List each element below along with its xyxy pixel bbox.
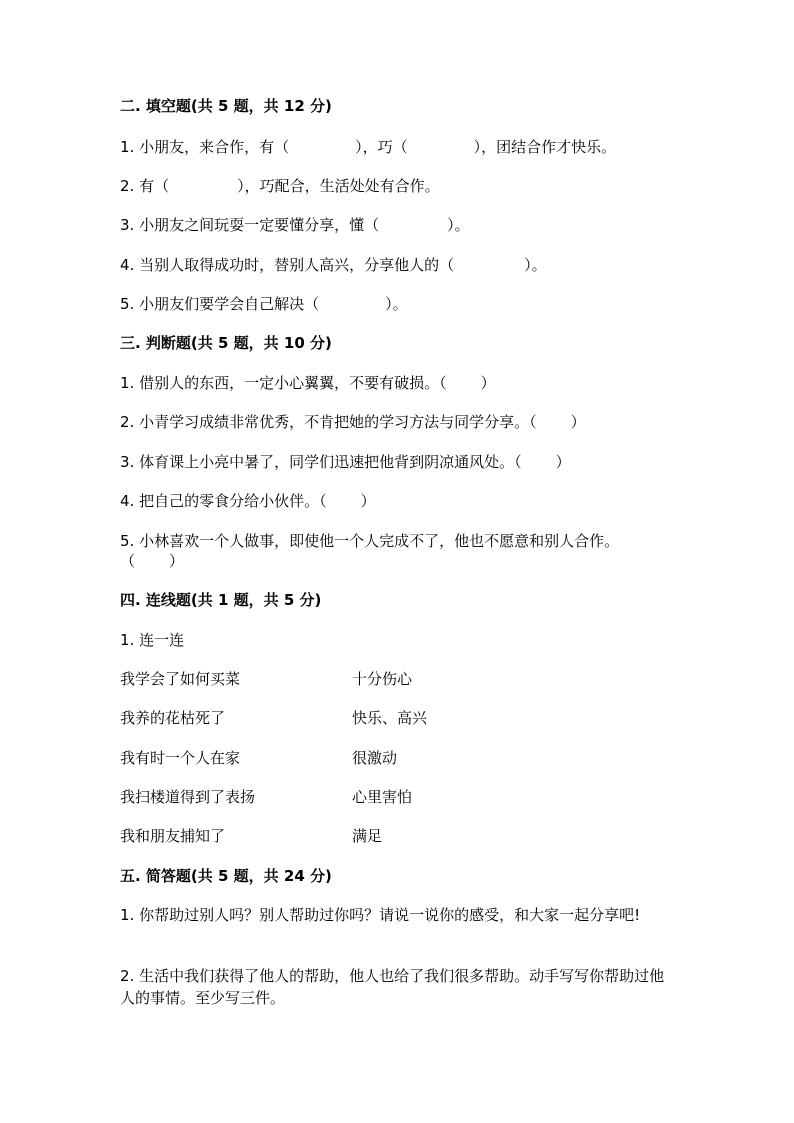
q-text: 1. 借别人的东西，一定小心翼翼，不要有破损。（	[120, 374, 447, 392]
q-text: ），团结合作才快乐。	[473, 138, 617, 156]
q-text: 5. 小林喜欢一个人做事，即使他一个人完成不了，他也不愿意和别人合作。	[120, 532, 620, 550]
q-text: （	[120, 552, 136, 570]
q-text: ），巧（	[355, 138, 408, 156]
section-heading-matching: 四. 连线题(共 1 题，共 5 分)	[120, 591, 322, 609]
matching-right-item[interactable]: 心里害怕	[352, 788, 413, 806]
q-text: 3. 体育课上小亮中暑了，同学们迅速把他背到阴凉通风处。（	[120, 453, 522, 471]
section-heading-true-false: 三. 判断题(共 5 题，共 10 分)	[120, 334, 332, 352]
q-text: ）。	[524, 256, 547, 274]
true-false-question-3	[120, 452, 571, 472]
fill-blank-question-1	[120, 137, 616, 157]
matching-prompt: 1. 连一连	[120, 631, 185, 649]
q-text: ）	[570, 413, 586, 431]
matching-left-item[interactable]: 我学会了如何买菜	[120, 670, 241, 688]
q-text: ）	[480, 374, 496, 392]
q-text: 1. 小朋友，来合作，有（	[120, 138, 290, 156]
matching-left-item[interactable]: 我扫楼道得到了表扬	[120, 788, 256, 806]
q-text: ）	[169, 552, 185, 570]
matching-left-item[interactable]: 我有时一个人在家	[120, 749, 241, 767]
short-answer-question-1: 1. 你帮助过别人吗？别人帮助过你吗？请说一说你的感受，和大家一起分享吧!	[120, 906, 641, 924]
q-text: ），巧配合，生活处处有合作。	[237, 177, 440, 195]
q-text: 4. 把自己的零食分给小伙伴。（	[120, 492, 327, 510]
true-false-question-2	[120, 412, 586, 432]
matching-left-item[interactable]: 我和朋友捕知了	[120, 827, 226, 845]
matching-right-item[interactable]: 很激动	[352, 749, 398, 767]
q-text: 5. 小朋友们要学会自己解决（	[120, 295, 320, 313]
q-text: ）	[360, 492, 376, 510]
true-false-question-1	[120, 373, 496, 393]
true-false-question-5-answer	[120, 551, 184, 571]
true-false-question-5	[120, 531, 619, 551]
q-text: 3. 小朋友之间玩耍一定要懂分享，懂（	[120, 216, 380, 234]
q-text: ）。	[447, 216, 470, 234]
section-heading-short-answer: 五. 简答题(共 5 题，共 24 分)	[120, 867, 332, 885]
fill-blank-question-2	[120, 176, 440, 196]
fill-blank-question-4	[120, 255, 547, 275]
q-text: 2. 小青学习成绩非常优秀，不肯把她的学习方法与同学分享。（	[120, 413, 537, 431]
matching-right-item[interactable]: 快乐、高兴	[352, 709, 428, 727]
short-answer-question-2: 2. 生活中我们获得了他人的帮助，他人也给了我们很多帮助。动手写写你帮助过他人的事情。至少写三件。	[120, 967, 665, 1007]
matching-right-item[interactable]: 十分伤心	[352, 670, 413, 688]
section-heading-fill-blank: 二. 填空题(共 5 题，共 12 分)	[120, 97, 332, 115]
matching-right-item[interactable]: 满足	[352, 827, 383, 845]
fill-blank-question-5	[120, 294, 408, 314]
q-text: ）。	[385, 295, 408, 313]
q-text: 2. 有（	[120, 177, 170, 195]
q-text: ）	[555, 453, 571, 471]
fill-blank-question-3	[120, 215, 470, 235]
q-text: 4. 当别人取得成功时，替别人高兴，分享他人的（	[120, 256, 455, 274]
matching-left-item[interactable]: 我养的花枯死了	[120, 709, 226, 727]
true-false-question-4	[120, 491, 376, 511]
